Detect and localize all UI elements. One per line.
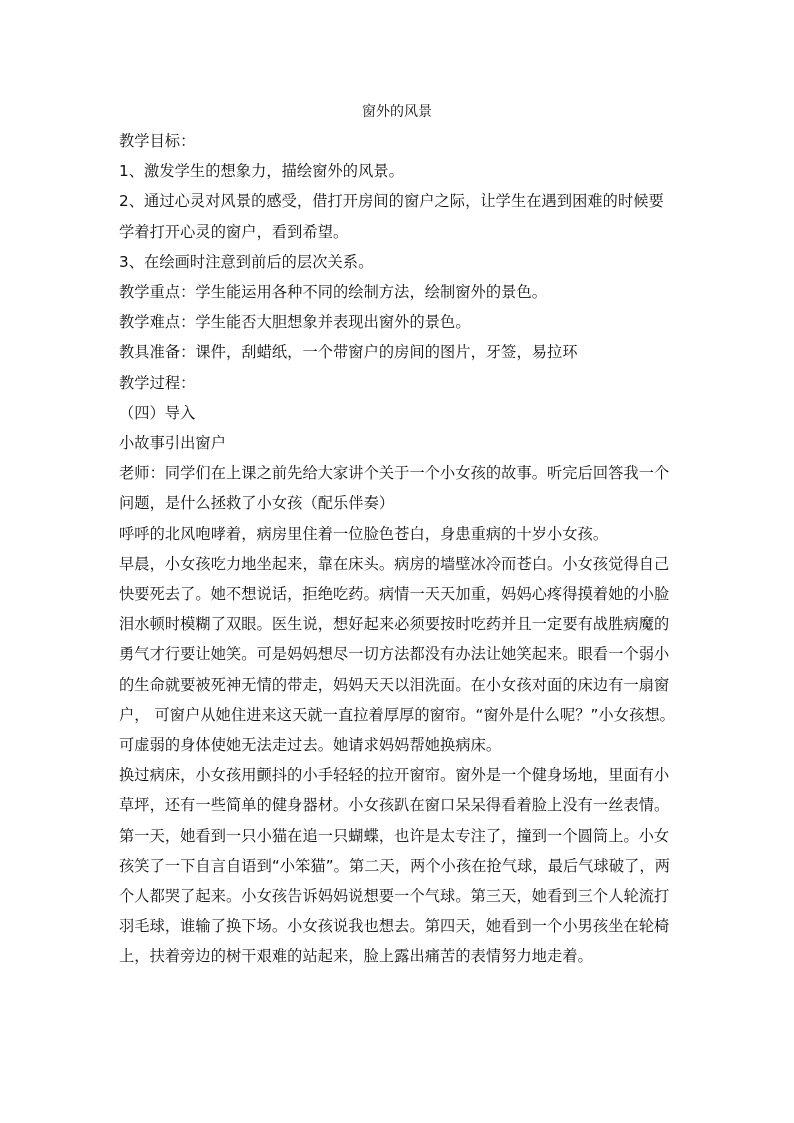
- paragraph-objective-1: 1、激发学生的想象力，描绘窗外的风景。: [119, 162, 404, 181]
- paragraph-story-lead: 小故事引出窗户: [119, 434, 227, 453]
- paragraph-story-1: 呼呼的北风咆哮着，病房里住着一位脸色苍白，身患重病的十岁小女孩。: [119, 524, 609, 543]
- paragraph-teacher-intro: 老师：同学们在上课之前先给大家讲个关于一个小女孩的故事。听完后回答我一个问题，是什么拯救了小女孩（配乐伴奏）: [119, 464, 670, 513]
- paragraph-story-3: 换过病床，小女孩用颤抖的小手轻轻的拉开窗帘。窗外是一个健身场地，里面有小草坪，还有一些简单的健身器材。小女孩趴在窗口呆呆得看着脸上没有一丝表情。第一天，她看到一只小猫在追一只蝴蝶，也许是太专注了，撞到一个圆筒上。小女孩笑了一下自言自语到“小笨猫”。第二天，两个小孩在抢气球，最后气球破了，两个人都哭了起来。小女孩告诉妈妈说想要一个气球。第三天，她看到三个人轮流打羽毛球，谁输了换下场。小女孩说我也想去。第四天，她看到一个小男孩坐在轮椅上，扶着旁边的树干艰难的站起来，脸上露出痛苦的表情努力地走着。: [119, 766, 670, 966]
- paragraph-difficulty: 教学难点：学生能否大胆想象并表现出窗外的景色。: [119, 313, 471, 332]
- document-title: 窗外的风景: [362, 104, 432, 120]
- paragraph-key-point: 教学重点：学生能运用各种不同的绘制方法，绘制窗外的景色。: [119, 283, 548, 302]
- paragraph-story-2: 早晨，小女孩吃力地坐起来，靠在床头。病房的墙壁冰冷而苍白。小女孩觉得自己快要死去了。她不想说话，拒绝吃药。病情一天天加重，妈妈心疼得摸着她的小脸泪水顿时模糊了双眼。医生说，想好起来必须要按时吃药并且一定要有战胜病魔的勇气才行要让她笑。可是妈妈想尽一切方法都没有办法让她笑起来。眼看一个弱小的生命就要被死神无情的带走，妈妈天天以泪洗面。在小女孩对面的床边有一扇窗户， 可窗户从她住进来这天就一直拉着厚厚的窗帘。“窗外是什么呢？”小女孩想。可虚弱的身体使她无法走过去。她请求妈妈帮她换病床。: [119, 554, 675, 755]
- paragraph-section-intro: （四）导入: [119, 403, 196, 422]
- paragraph-objective-2: 2、通过心灵对风景的感受，借打开房间的窗户之际，让学生在遇到困难的时候要学着打开心灵的窗户，看到希望。: [119, 192, 664, 241]
- document-body: [119, 126, 679, 972]
- paragraph-materials: 教具准备：课件，刮蜡纸，一个带窗户的房间的图片，牙签，易拉环: [119, 343, 578, 362]
- paragraph-objectives-heading: 教学目标：: [119, 132, 196, 150]
- paragraph-objective-3: 3、在绘画时注意到前后的层次关系。: [119, 252, 374, 271]
- paragraph-process-heading: 教学过程：: [119, 373, 196, 392]
